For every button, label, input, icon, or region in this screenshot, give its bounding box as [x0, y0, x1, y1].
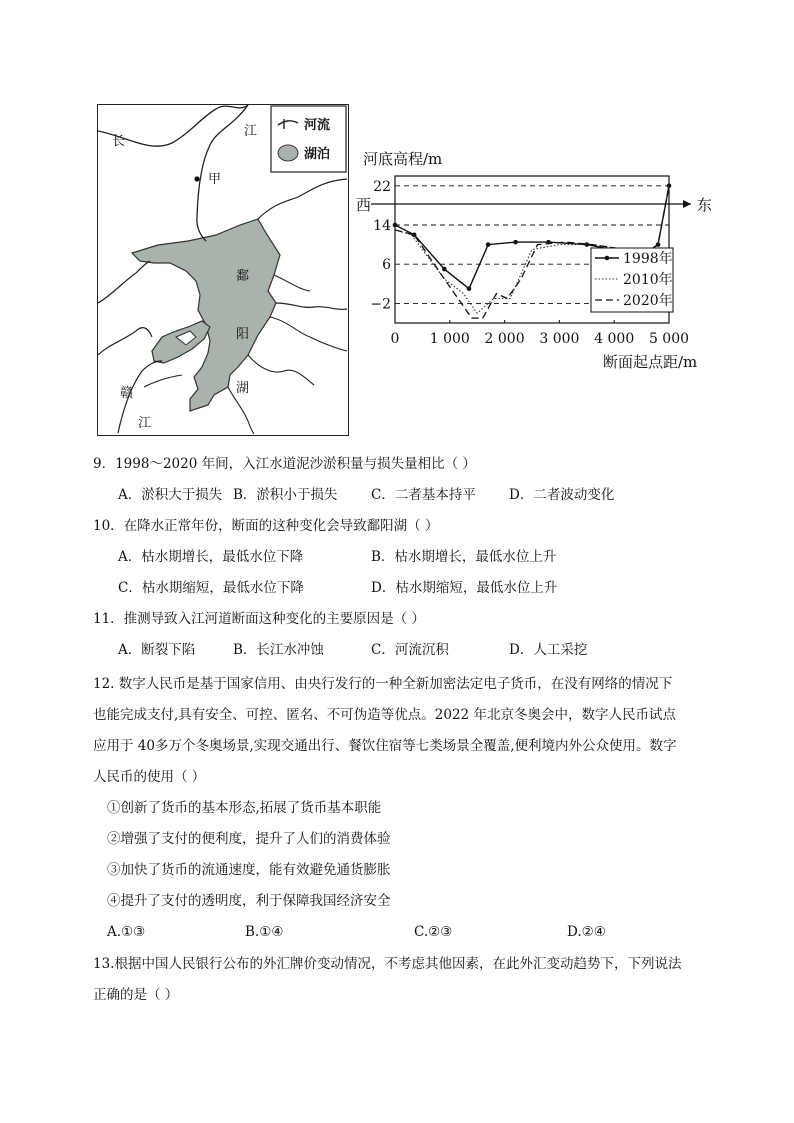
label-po: 鄱 — [236, 269, 250, 284]
west-label: 西 — [356, 196, 372, 214]
label-jiang-top: 江 — [244, 124, 258, 139]
river — [258, 179, 347, 219]
series-1-point — [486, 242, 491, 247]
x-tick-label: 2 000 — [484, 331, 525, 347]
river — [276, 303, 347, 309]
river — [270, 317, 347, 351]
river — [248, 355, 314, 385]
q12-statement-3: ③加快了货币的流通速度，能有效避免通货膨胀 — [107, 862, 391, 878]
question-13-line-1: 13.根据中国人民银行公布的外汇牌价变动情况，不考虑其他因素，在此外汇变动趋势下，下列说法 — [93, 956, 682, 972]
q11-option-d[interactable]: D．人工采挖 — [509, 642, 588, 658]
question-12-line-3: 应用于 40多万个冬奥场景,实现交通出行、餐饮住宿等七类场景全覆盖,便利境内外公众使用。数字 — [93, 738, 677, 754]
riverbed-elevation-chart — [355, 140, 725, 372]
inlet-channel — [197, 105, 248, 241]
q12-option-d[interactable]: D.②④ — [567, 924, 606, 940]
lake-legend-icon — [278, 145, 298, 161]
q12-statement-4: ④提升了支付的透明度，利于保障我国经济安全 — [107, 893, 391, 909]
question-12-line-2: 也能完成支付,具有安全、可控、匿名、不可伪造等优点。2022 年北京冬奥会中，数字人民币试点 — [93, 707, 676, 723]
question-12-line-1: 12. 数字人民币是基于国家信用、由央行发行的一种全新加密法定电子货币，在没有网络的情况下 — [93, 676, 673, 692]
x-tick-label: 1 000 — [429, 331, 470, 347]
label-jia: 甲 — [208, 172, 222, 187]
q12-option-b[interactable]: B.①④ — [245, 924, 284, 940]
q12-option-c[interactable]: C.②③ — [414, 924, 453, 940]
river — [98, 328, 152, 355]
series-1-point — [442, 267, 447, 272]
q11-option-b[interactable]: B．长江水冲蚀 — [233, 642, 324, 658]
legend-lake-label: 湖泊 — [304, 147, 331, 162]
label-gan: 赣 — [120, 386, 134, 401]
series-1-point — [513, 240, 518, 245]
poyang-lake-map — [97, 104, 349, 436]
q9-option-c[interactable]: C．二者基本持平 — [371, 487, 476, 503]
legend-marker — [605, 256, 610, 261]
legend-label-2: 2010年 — [623, 272, 673, 288]
y-tick-label: 14 — [373, 218, 391, 234]
x-axis-title: 断面起点距/m — [603, 353, 698, 371]
question-10: 10．在降水正常年份，断面的这种变化会导致鄱阳湖（ ） — [93, 518, 439, 534]
question-9: 9．1998～2020 年间，入江水道泥沙淤积量与损失量相比（ ） — [93, 456, 476, 472]
label-hu: 湖 — [236, 381, 250, 396]
q11-option-c[interactable]: C．河流沉积 — [371, 642, 449, 658]
legend-river-label: 河流 — [304, 118, 331, 133]
x-tick-label: 3 000 — [539, 331, 580, 347]
question-12-line-4: 人民币的使用（ ） — [93, 769, 206, 785]
river — [98, 261, 150, 303]
q10-option-c[interactable]: C．枯水期缩短，最低水位下降 — [118, 580, 304, 596]
y-tick-label: −2 — [370, 296, 391, 313]
q9-option-d[interactable]: D．二者波动变化 — [509, 487, 615, 503]
lake-shape-west — [152, 321, 210, 363]
label-chang: 长 — [112, 134, 126, 149]
legend-label-3: 2020年 — [623, 293, 673, 309]
q9-option-b[interactable]: B．淤积小于损失 — [233, 487, 338, 503]
q9-option-a[interactable]: A．淤积大于损失 — [118, 487, 223, 503]
q12-option-a[interactable]: A.①③ — [107, 924, 146, 940]
q10-option-b[interactable]: B．枯水期增长，最低水位上升 — [371, 549, 557, 565]
question-11: 11．推测导致入江河道断面这种变化的主要原因是（ ） — [93, 611, 425, 627]
river — [144, 375, 182, 387]
q12-statement-1: ①创新了货币的基本形态,拓展了货币基本职能 — [107, 800, 382, 816]
x-tick-label: 4 000 — [594, 331, 635, 347]
series-1-point — [393, 223, 398, 228]
series-1-point — [467, 286, 472, 291]
label-jiang-bottom: 江 — [138, 416, 152, 431]
chart-legend — [591, 248, 673, 312]
arrow-head-east — [683, 200, 691, 208]
y-axis-title: 河底高程/m — [363, 150, 443, 168]
q10-option-a[interactable]: A．枯水期增长，最低水位下降 — [118, 549, 304, 565]
q10-option-d[interactable]: D．枯水期缩短，最低水位上升 — [371, 580, 558, 596]
point-jia — [194, 176, 199, 181]
question-13-line-2: 正确的是（ ） — [93, 987, 179, 1003]
label-yang: 阳 — [236, 327, 250, 342]
x-tick-label: 0 — [390, 331, 400, 347]
q12-statement-2: ②增强了支付的便利度，提升了人们的消费体验 — [107, 831, 391, 847]
y-tick-label: 6 — [382, 257, 391, 274]
east-label: 东 — [697, 196, 713, 214]
x-tick-label: 5 000 — [648, 331, 690, 347]
legend-box — [271, 106, 346, 172]
q11-option-a[interactable]: A．断裂下陷 — [118, 642, 196, 658]
legend-label-1: 1998年 — [623, 251, 673, 267]
river — [274, 275, 310, 291]
y-tick-label: 22 — [373, 178, 391, 195]
